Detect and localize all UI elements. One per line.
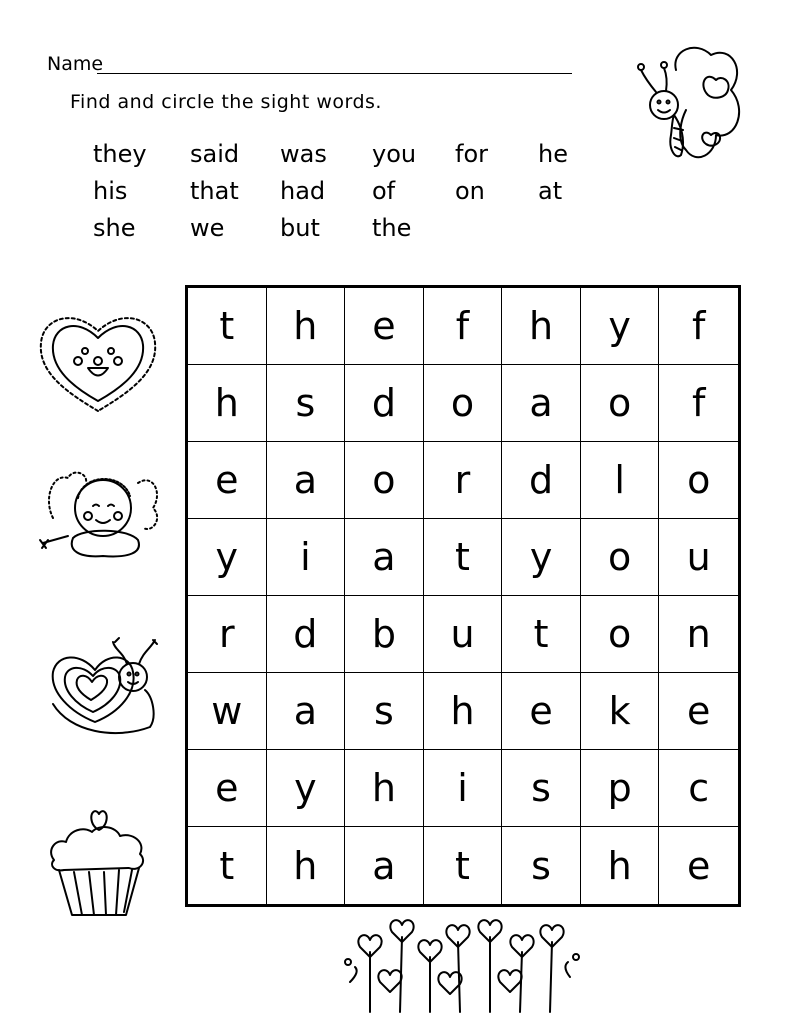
grid-cell[interactable]: a [345,519,424,596]
grid-cell[interactable]: h [502,288,581,365]
sight-word: you [372,140,417,168]
butterfly-icon [636,40,746,165]
grid-cell[interactable]: t [188,827,267,904]
sight-word: we [190,214,225,242]
sight-word: said [190,140,240,168]
grid-cell[interactable]: d [502,442,581,519]
name-label: Name [47,53,104,75]
grid-cell[interactable]: i [267,519,346,596]
grid-cell[interactable]: h [345,750,424,827]
sight-word: that [190,177,239,205]
grid-cell[interactable]: o [659,442,738,519]
sight-word: she [93,214,136,242]
grid-cell[interactable]: n [659,596,738,673]
grid-cell[interactable]: y [267,750,346,827]
grid-cell[interactable]: t [188,288,267,365]
grid-cell[interactable]: e [659,673,738,750]
grid-cell[interactable]: s [345,673,424,750]
grid-cell[interactable]: d [345,365,424,442]
grid-cell[interactable]: o [581,519,660,596]
grid-cell[interactable]: e [502,673,581,750]
sight-word: had [280,177,326,205]
grid-cell[interactable]: r [188,596,267,673]
sight-word: the [372,214,412,242]
sight-word: was [280,140,327,168]
grid-cell[interactable]: s [267,365,346,442]
snail-icon [45,632,165,747]
sight-word: but [280,214,320,242]
name-field[interactable] [97,73,572,74]
grid-cell[interactable]: h [424,673,503,750]
grid-cell[interactable]: a [502,365,581,442]
grid-cell[interactable]: d [267,596,346,673]
grid-cell[interactable]: o [581,596,660,673]
grid-cell[interactable]: u [659,519,738,596]
heart-face-icon [33,303,163,418]
grid-cell[interactable]: p [581,750,660,827]
grid-cell[interactable]: f [659,365,738,442]
grid-cell[interactable]: h [188,365,267,442]
word-search-grid [185,285,741,907]
grid-cell[interactable]: h [267,827,346,904]
grid-cell[interactable]: t [424,519,503,596]
cupid-icon [38,458,168,568]
grid-cell[interactable]: u [424,596,503,673]
grid-cell[interactable]: f [659,288,738,365]
grid-cell[interactable]: s [502,827,581,904]
grid-cell[interactable]: b [345,596,424,673]
grid-cell[interactable]: o [424,365,503,442]
grid-cell[interactable]: e [188,750,267,827]
grid-cell[interactable]: a [345,827,424,904]
grid-cell[interactable]: y [502,519,581,596]
sight-word: at [538,177,563,205]
grid-cell[interactable]: a [267,442,346,519]
heart-flowers-icon [340,912,585,1017]
grid-cell[interactable]: h [581,827,660,904]
cupcake-icon [44,800,154,920]
instruction-text: Find and circle the sight words. [70,91,382,113]
grid-cell[interactable]: k [581,673,660,750]
grid-cell[interactable]: t [424,827,503,904]
grid-cell[interactable]: a [267,673,346,750]
grid-cell[interactable]: e [345,288,424,365]
sight-word: of [372,177,396,205]
grid-cell[interactable]: f [424,288,503,365]
sight-word: they [93,140,147,168]
grid-cell[interactable]: r [424,442,503,519]
grid-cell[interactable]: c [659,750,738,827]
grid-cell[interactable]: e [687,843,711,888]
sight-word: his [93,177,128,205]
grid-cell[interactable]: y [581,288,660,365]
grid-cell[interactable]: w [188,673,267,750]
grid-cell[interactable]: y [188,519,267,596]
sight-word: for [455,140,488,168]
grid-cell[interactable]: t [502,596,581,673]
grid-cell[interactable]: s [502,750,581,827]
grid-cell[interactable]: o [581,365,660,442]
grid-cell[interactable]: l [581,442,660,519]
grid-cell[interactable]: e [188,442,267,519]
sight-word: on [455,177,485,205]
grid-cell[interactable]: o [345,442,424,519]
sight-word: he [538,140,568,168]
grid-cell[interactable]: i [424,750,503,827]
grid-cell[interactable]: h [267,288,346,365]
